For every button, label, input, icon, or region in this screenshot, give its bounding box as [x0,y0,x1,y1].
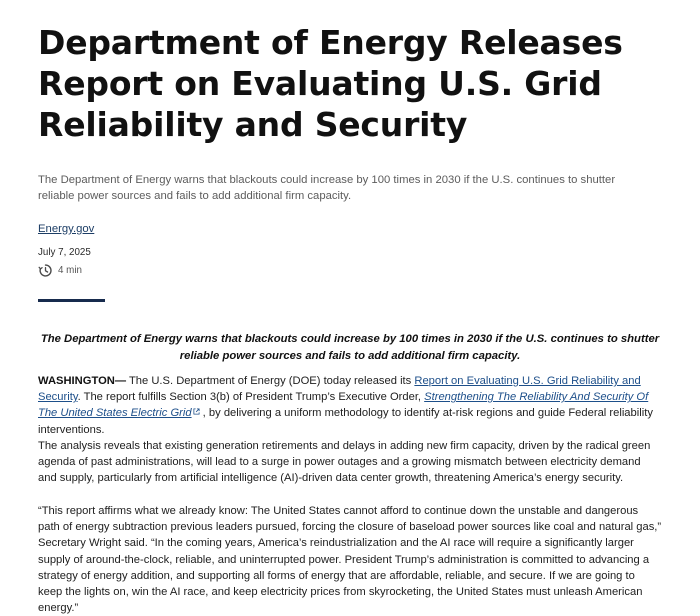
executive-order-link-label: Strengthening The Reliability And Security Of The United States Electric Grid [38,391,649,420]
report-link[interactable]: Report on Evaluating U.S. Grid Reliability and Security [38,375,641,404]
external-link-icon [193,408,200,415]
read-time [38,263,82,278]
paragraph-text: The U.S. Department of Energy (DOE) today released its [126,375,415,387]
article-title: Department of Energy Releases Report on Evaluating U.S. Grid Reliability and Security [38,23,623,144]
read-time-label: 4 min [58,265,82,276]
body-paragraph-1 [38,373,662,438]
paragraph-text: . The report fulfills Section 3(b) of President Trump’s Executive Order, [77,391,425,404]
dateline: WASHINGTON— [38,375,127,387]
publish-date: July 7, 2025 [38,247,91,258]
source-link[interactable]: Energy.gov [38,223,95,235]
body-paragraph-3: “This report affirms what we already know: The United States cannot afford to continue down the unstable and dangerous path of energy subtraction previous leaders pursued, forcing the closure of baseload power sources like coal and natural gas,” Secretary Wright said. “In the coming years, America’s reindustrialization and the AI race will require a significantly larger supply of around-the-clock, reliable, and uninterrupted power. President Trump’s administration is committed to advancing a strategy of energy addition, and supporting all forms of energy that are affordable, reliable, and secure. If we are going to keep the lights on, win the AI race, and keep electricity prices from skyrocketing, the United States must unleash American energy.” [38,505,662,615]
paragraph-text: , by delivering a uniform methodology to identify at-risk regions and guide Federal reliability interventions. [38,407,653,436]
section-divider [38,299,105,302]
article-lede: The Department of Energy warns that blackouts could increase by 100 times in 2030 if the U.S. continues to shutter reliable power sources and fails to add additional firm capacity. [40,333,660,362]
clock-icon [38,263,53,278]
article-subtitle: The Department of Energy warns that blackouts could increase by 100 times in 2030 if the U.S. continues to shutter reliable power sources and fails to add additional firm capacity. [38,174,616,202]
body-paragraph-2: The analysis reveals that existing generation retirements and delays in adding new firm capacity, driven by the radical green agenda of past administrations, will lead to a surge in power outages and a growing mismatch between electricity demand and supply, particularly from artificial intelligence (AI)-driven data center growth, threatening America’s energy security. [38,440,651,485]
